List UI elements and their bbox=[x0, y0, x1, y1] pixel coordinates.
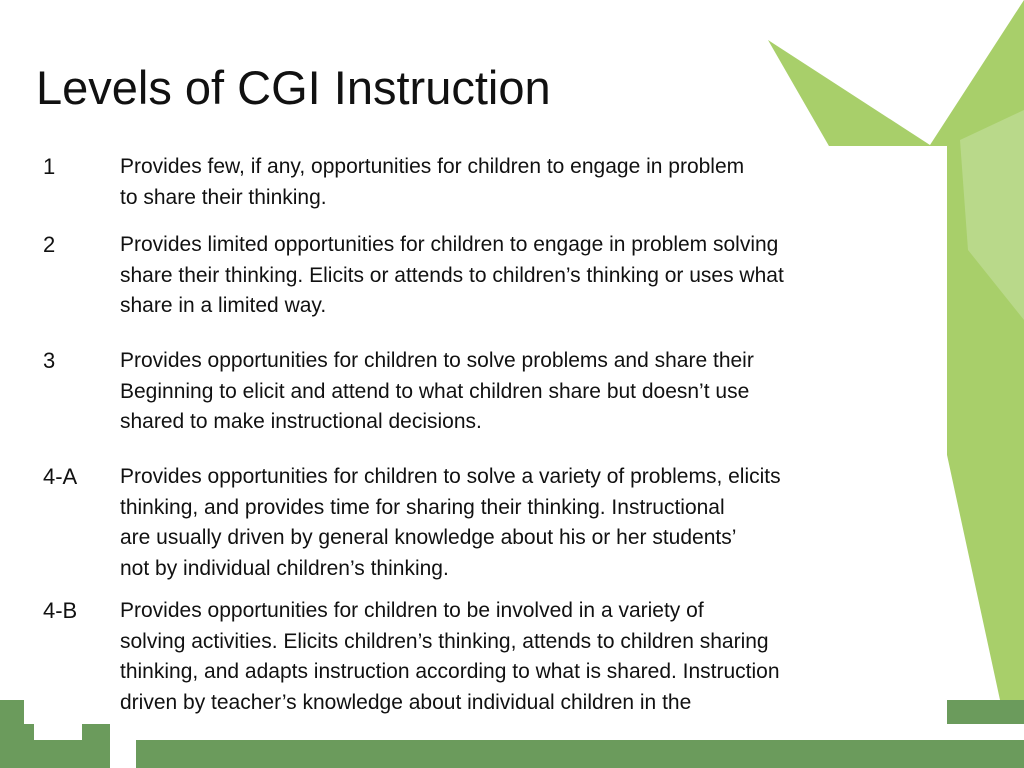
level-number: 3 bbox=[43, 348, 56, 373]
bottom-bar-shape bbox=[0, 740, 1024, 768]
description-line: not by individual children’s thinking. bbox=[120, 556, 449, 580]
description-line: are usually driven by general knowledge about his or her students’ bbox=[120, 526, 737, 549]
level-description bbox=[120, 230, 940, 322]
description-line: to share their thinking. bbox=[120, 185, 327, 209]
bottom-gap-shape bbox=[136, 724, 1024, 740]
description-line: driven by teacher’s knowledge about individual children in the bbox=[120, 690, 692, 714]
bottom-block-shape bbox=[0, 720, 34, 768]
level-number: 1 bbox=[43, 154, 56, 179]
description-line: Provides few, if any, opportunities for children to engage in problem bbox=[120, 155, 745, 178]
description-line: Provides opportunities for children to solve a variety of problems, elicits bbox=[120, 465, 781, 488]
level-number: 4-A bbox=[43, 464, 78, 489]
description-line: share their thinking. Elicits or attends to children’s thinking or uses what bbox=[120, 263, 784, 287]
description-line: Provides opportunities for children to solve problems and share their bbox=[120, 349, 754, 372]
description-line: shared to make instructional decisions. bbox=[120, 410, 482, 433]
description-line: thinking, and provides time for sharing their thinking. Instructional bbox=[120, 495, 725, 519]
description-line: Beginning to elicit and attend to what children share but doesn’t use bbox=[120, 379, 750, 403]
description-line: solving activities. Elicits children’s thinking, attends to children sharing bbox=[120, 629, 769, 653]
description-line: thinking, and adapts instruction according to what is shared. Instruction bbox=[120, 660, 780, 683]
description-line: Provides opportunities for children to be involved in a variety of bbox=[120, 599, 704, 622]
level-number: 4-B bbox=[43, 598, 78, 623]
description-line: share in a limited way. bbox=[120, 294, 327, 317]
level-description bbox=[120, 462, 940, 584]
bottom-block-shape bbox=[82, 720, 110, 768]
level-description bbox=[120, 346, 940, 438]
slide-title: Levels of CGI Instruction bbox=[36, 61, 551, 114]
level-number: 2 bbox=[43, 232, 56, 257]
level-description bbox=[120, 596, 940, 718]
description-line: Provides limited opportunities for children to engage in problem solving bbox=[120, 233, 779, 256]
level-description bbox=[120, 152, 940, 213]
